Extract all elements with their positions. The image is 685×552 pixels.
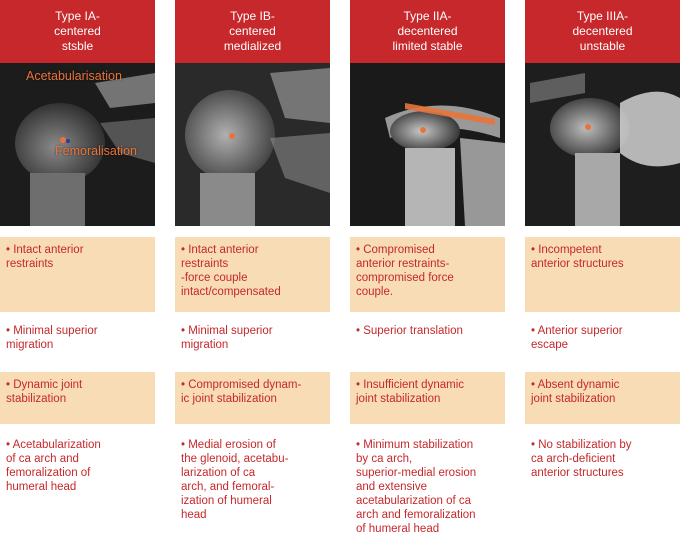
row-dynamic-stabilization: • Absent dynamic joint stabilization — [525, 372, 680, 424]
row-ca-arch: • Acetabularization of ca arch and femoralization of humeral head — [6, 439, 101, 493]
column-header: Type IIA- decentered limited stable — [350, 0, 505, 63]
row-dynamic-stabilization: • Insufficient dynamic joint stabilization — [350, 372, 505, 424]
row-anterior-restraints: • Compromised anterior restraints- compromised force couple. — [350, 237, 505, 312]
row-superior-migration: • Anterior superior escape — [531, 325, 623, 351]
row-anterior-restraints: • Incompetent anterior structures — [525, 237, 680, 312]
xray-image — [525, 63, 680, 226]
row-anterior-restraints: • Intact anterior restraints -force couple intact/compensated — [175, 237, 330, 312]
row-superior-migration: • Minimal superior migration — [181, 325, 273, 351]
row-ca-arch: • No stabilization by ca arch-deficient anterior structures — [531, 439, 632, 479]
column-type-ib — [175, 0, 330, 552]
xray-image — [0, 63, 155, 226]
column-type-iia — [350, 0, 505, 552]
row-ca-arch: • Medial erosion of the glenoid, acetabu- larization of ca arch, and femoral- ization of humeral head — [181, 439, 289, 521]
row-dynamic-stabilization: • Compromised dynam- ic joint stabilization — [175, 372, 330, 424]
row-anterior-restraints: • Intact anterior restraints — [0, 237, 155, 312]
acetabularisation-label: Acetabularisation — [26, 69, 122, 83]
row-superior-migration: • Superior translation — [356, 325, 463, 337]
column-header: Type IA- centered stsble — [0, 0, 155, 63]
femoralisation-label: Femoralisation — [55, 144, 137, 158]
xray-image — [175, 63, 330, 226]
row-ca-arch: • Minimum stabilization by ca arch, superior-medial erosion and extensive acetabularization of ca arch and femoralization of humeral head — [356, 439, 477, 535]
column-header: Type IIIA- decentered unstable — [525, 0, 680, 63]
row-superior-migration: • Minimal superior migration — [6, 325, 98, 351]
column-header: Type IB- centered medialized — [175, 0, 330, 63]
column-type-ia — [0, 0, 155, 552]
xray-image — [350, 63, 505, 226]
column-type-iiia — [525, 0, 680, 552]
row-dynamic-stabilization: • Dynamic joint stabilization — [0, 372, 155, 424]
